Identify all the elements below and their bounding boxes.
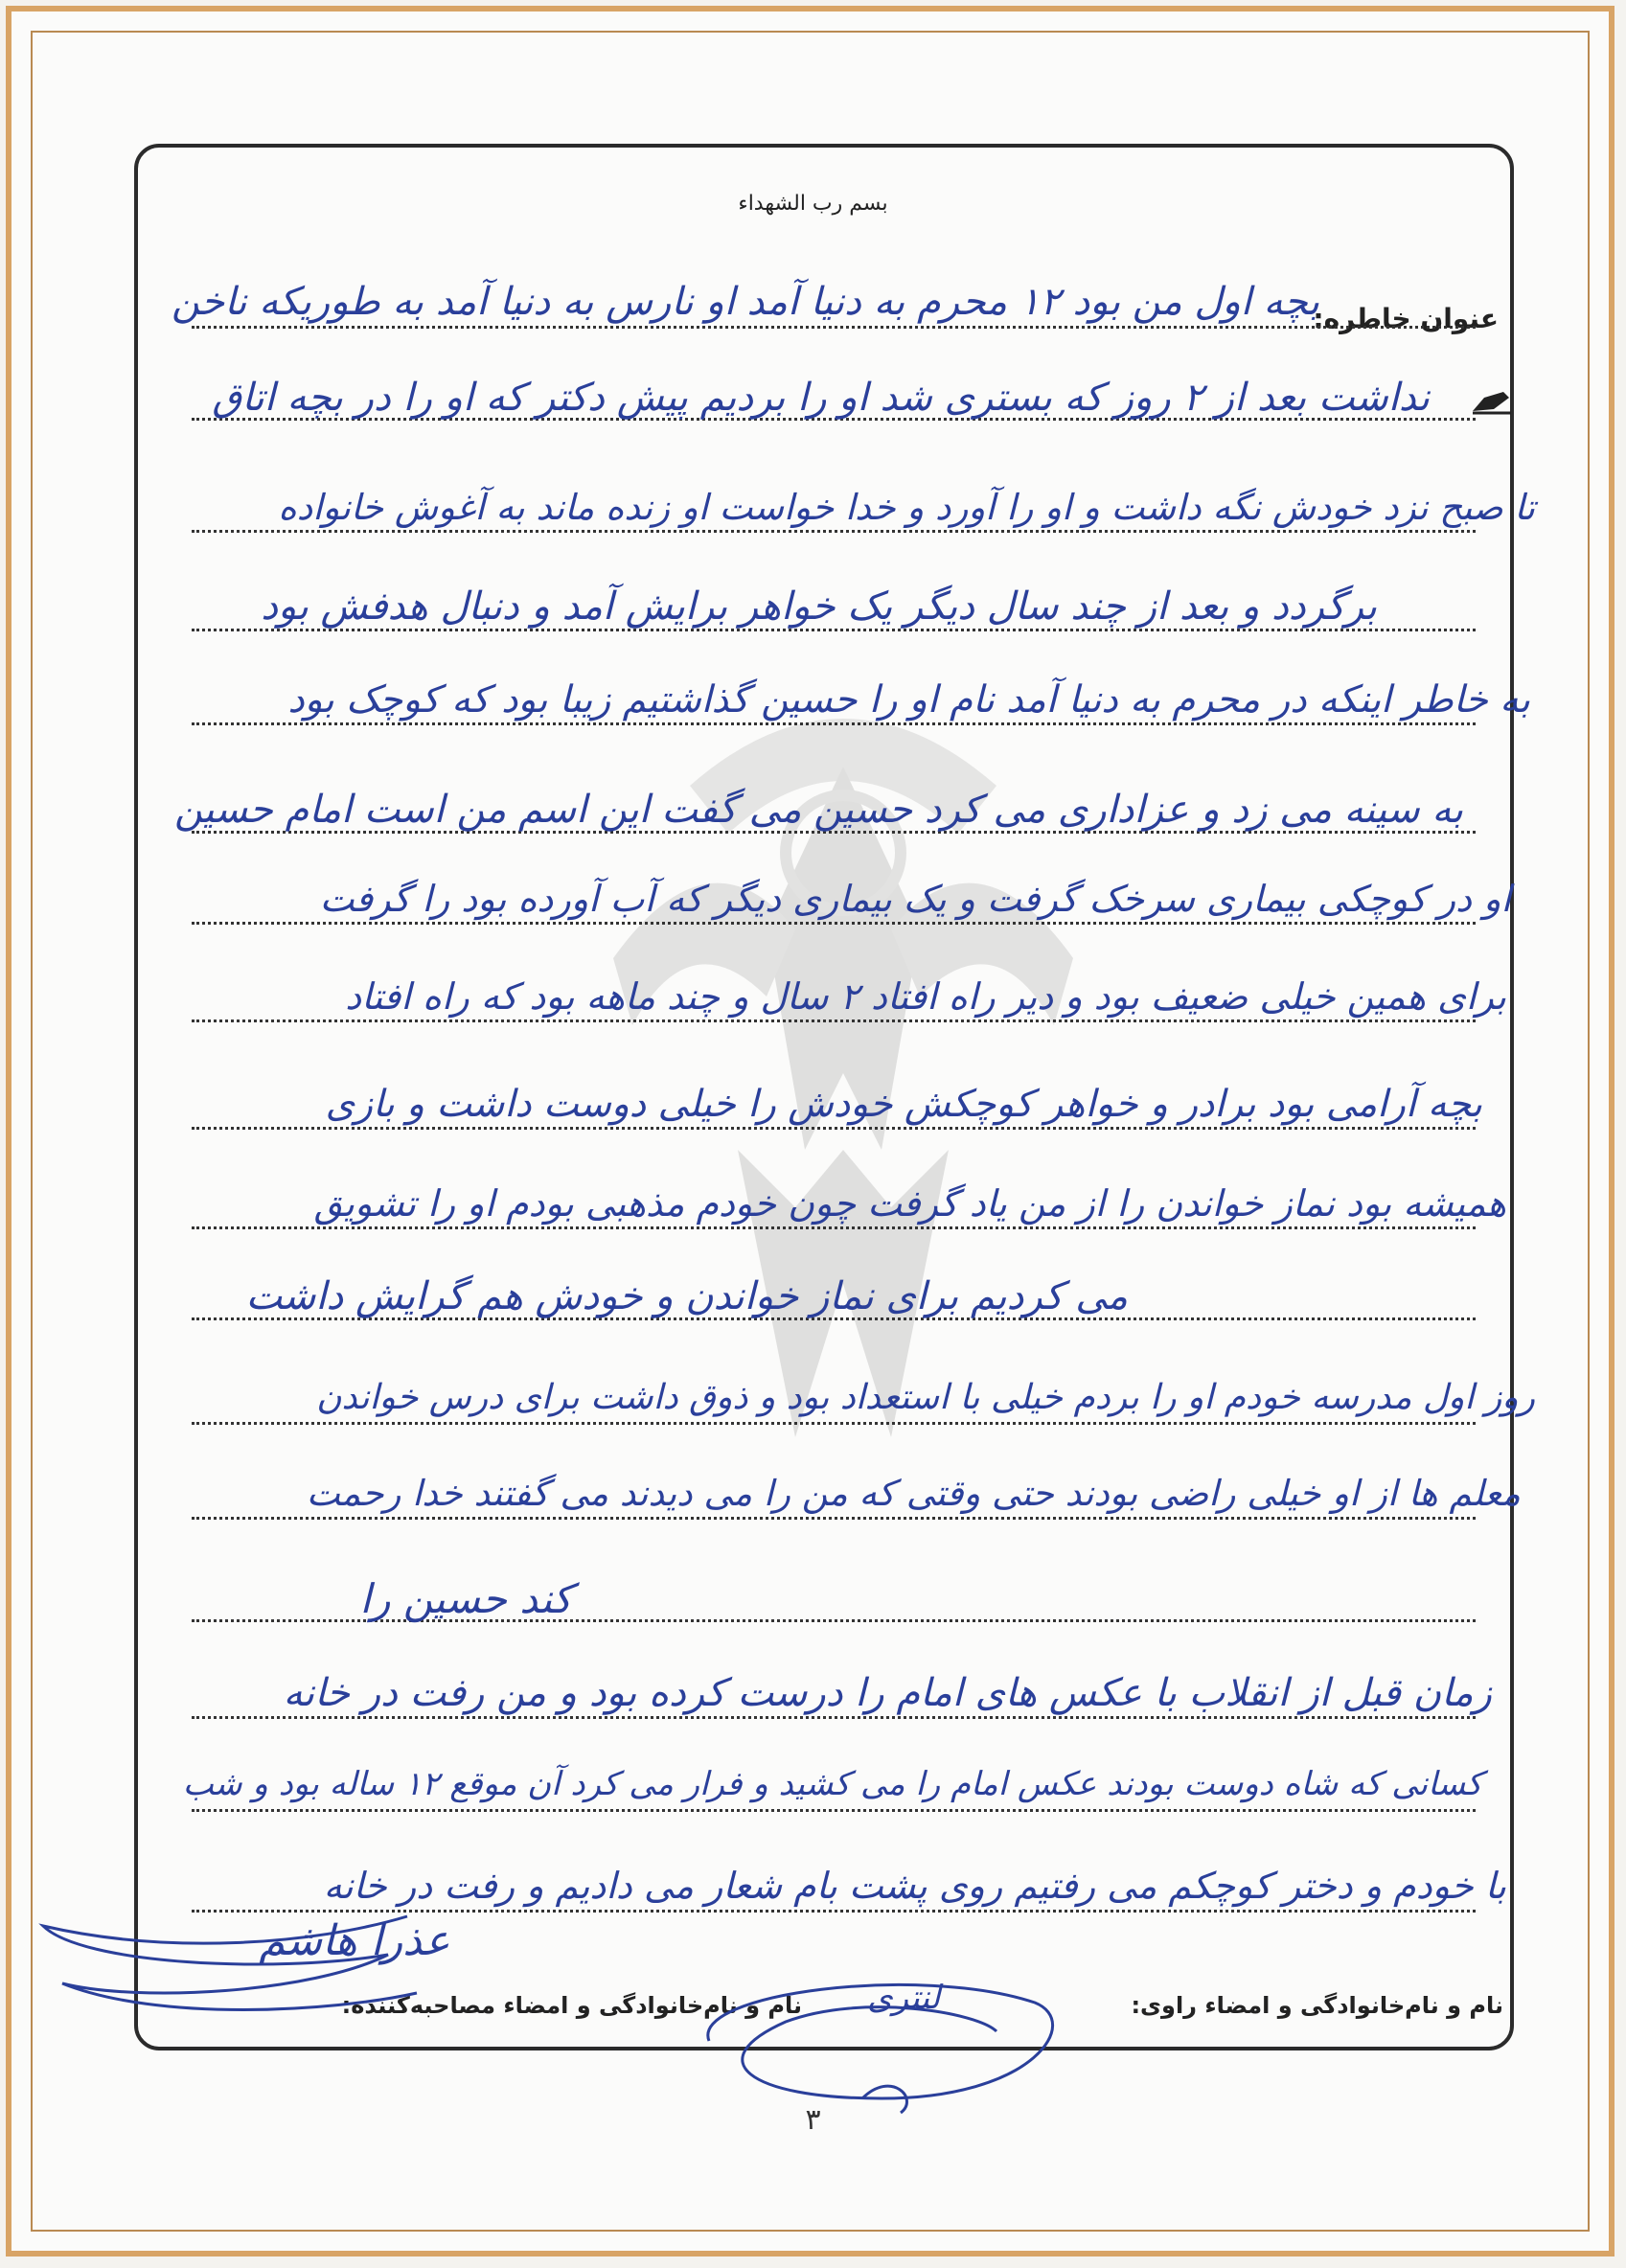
interviewer-signature: لنتری: [867, 1979, 941, 2017]
handwritten-line: بچه اول من بود ۱۲ محرم به دنیا آمد او نارس به دنیا آمد به طوریکه ناخن: [172, 280, 1319, 324]
ruled-line: [192, 722, 1476, 725]
handwritten-line: تا صبح نزد خودش نگه داشت و او را آورد و خدا خواست او زنده ماند به آغوش خانواده: [278, 487, 1535, 528]
ruled-line: [192, 1422, 1476, 1425]
ruled-line: [192, 1517, 1476, 1520]
handwritten-line: معلم ها از او خیلی راضی بودند حتی وقتی که من را می دیدند می گفتند خدا رحمت: [306, 1473, 1521, 1514]
handwritten-line: بچه آرامی بود برادر و خواهر کوچکش خودش را خیلی دوست داشت و بازی: [325, 1083, 1482, 1126]
handwritten-line: روز اول مدرسه خودم او را بردم خیلی با استعداد بود و ذوق داشت برای درس خواندن: [316, 1378, 1535, 1417]
ruled-line: [192, 629, 1476, 631]
interviewer-signature-label: نام و نام‌خانوادگی و امضاء مصاحبه‌کننده:: [341, 1992, 802, 2019]
narrator-signature: عذرا هاشم: [259, 1916, 450, 1965]
interviewer-signature-loop: [671, 1955, 1073, 2108]
handwritten-line: با خودم و دختر کوچکم می رفتیم روی پشت بام شعار می دادیم و رفت در خانه: [323, 1865, 1506, 1907]
narrator-signature-flourish: [24, 1888, 426, 2041]
ruled-line: [192, 922, 1476, 925]
ruled-line: [192, 1716, 1476, 1719]
handwritten-line: کسانی که شاه دوست بودند عکس امام را می کشید و فرار می کرد آن موقع ۱۲ ساله بود و شب: [182, 1765, 1482, 1803]
ruled-line: [192, 530, 1476, 533]
handwritten-line: نداشت بعد از ۲ روز که بستری شد او را بردیم پیش دکتر که او را در بچه اتاق: [212, 376, 1430, 420]
pen-icon: [1471, 388, 1513, 415]
ruled-line: [192, 1226, 1476, 1229]
handwritten-line: می کردیم برای نماز خواندن و خودش هم گرایش داشت: [245, 1274, 1128, 1318]
handwritten-line: به خاطر اینکه در محرم به دنیا آمد نام او را حسین گذاشتیم زیبا بود که کوچک بود: [287, 678, 1530, 722]
ruled-line: [192, 1809, 1476, 1812]
subject-label: عنوان خاطره:: [1313, 303, 1499, 334]
handwritten-line: به سینه می زد و عزاداری می کرد حسین می گفت این اسم من است امام حسین: [173, 788, 1463, 832]
handwritten-line: برگردد و بعد از چند سال دیگر یک خواهر برایش آمد و دنبال هدفش بود: [261, 584, 1377, 629]
ruled-line: [192, 1019, 1476, 1022]
ruled-line: [192, 326, 1476, 329]
handwritten-line: برای همین خیلی ضعیف بود و دیر راه افتاد ۲ سال و چند ماهه بود که راه افتاد: [345, 975, 1506, 1018]
handwritten-line: کند حسین را: [359, 1575, 572, 1622]
handwritten-line: او در کوچکی بیماری سرخک گرفت و یک بیماری دیگر که آب آورده بود را گرفت: [319, 878, 1511, 920]
handwritten-line: همیشه بود نماز خواندن را از من یاد گرفت چون خودم مذهبی بودم او را تشویق: [313, 1182, 1506, 1225]
narrator-signature-label: نام و نام‌خانوادگی و امضاء راوی:: [1131, 1992, 1503, 2019]
handwritten-line: زمان قبل از انقلاب با عکس های امام را درست کرده بود و من رفت در خانه: [283, 1671, 1492, 1715]
page-title: بسم رب الشهداء: [738, 192, 888, 216]
page-number: ۳: [805, 2103, 821, 2137]
ruled-line: [192, 1127, 1476, 1130]
